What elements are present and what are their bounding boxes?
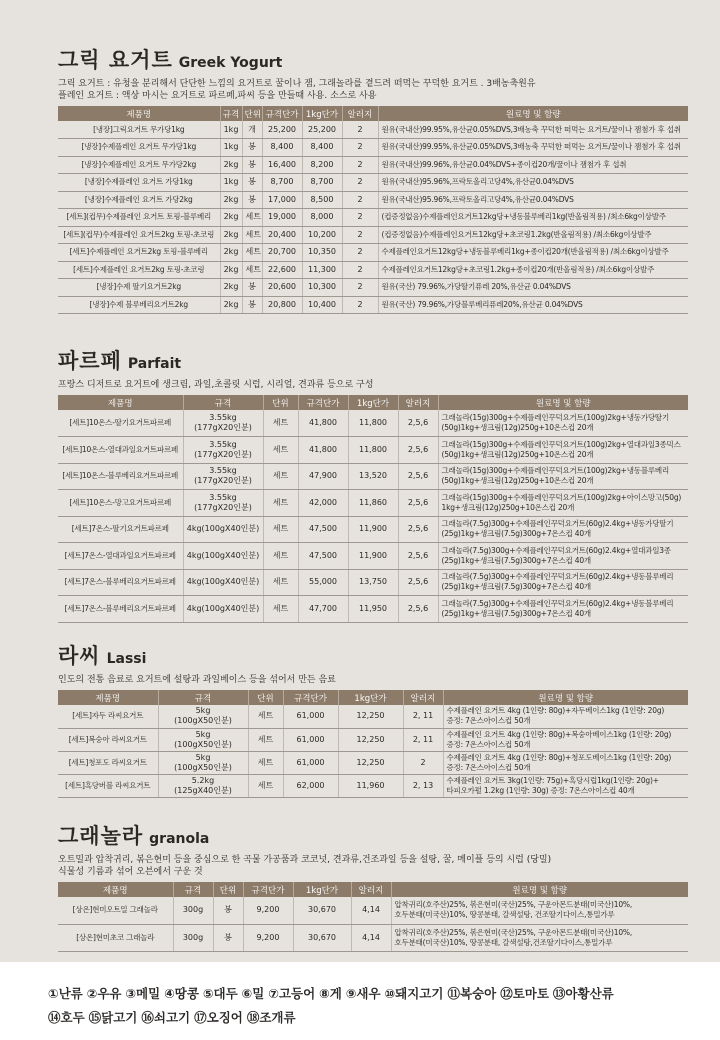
allergen-item: ⑫토마토 xyxy=(500,986,549,1001)
column-header: 단위 xyxy=(242,106,262,121)
allergen-item: ⑤대두 xyxy=(202,986,238,1001)
spec-cell: 2kg xyxy=(220,156,242,174)
desc-line: 식물성 기름과 섞어 오븐에서 구운 것 xyxy=(58,867,203,877)
price-per-kg-cell: 8,700 xyxy=(302,174,342,192)
product-name-cell: [냉장]수제 블루베리요거트2kg xyxy=(58,296,220,314)
allergen-item: ⑱조개류 xyxy=(246,1010,296,1025)
ingredients-cell: 원유(국내산)95.96%,프락토올리고당4%,유산균0.04%DVS xyxy=(378,174,688,192)
column-header: 규격 xyxy=(158,690,248,705)
unit-price-cell: 20,400 xyxy=(262,226,302,244)
allergen-item: ⑩돼지고기 xyxy=(384,986,444,1001)
unit-price-cell: 55,000 xyxy=(298,569,348,596)
section-description xyxy=(58,674,688,686)
table-row xyxy=(58,121,688,139)
price-per-kg-cell: 11,860 xyxy=(348,490,398,517)
column-header: 규격 xyxy=(183,395,263,410)
table-row xyxy=(58,751,688,774)
column-header: 제품명 xyxy=(58,882,173,897)
unit-price-cell: 47,500 xyxy=(298,516,348,543)
allergen-codes-cell: 2 xyxy=(342,279,378,297)
table-row xyxy=(58,924,688,951)
price-per-kg-cell: 11,900 xyxy=(348,543,398,570)
unit-price-cell: 62,000 xyxy=(283,774,338,797)
allergen-codes-cell: 2 xyxy=(342,226,378,244)
ingredients-cell: 원유(국내산)99.95%,유산균0.05%DVS,3배농축 꾸덕한 떠먹는 요거트/꿀이나 잼첨가 후 섭취 xyxy=(378,139,688,157)
column-header: 원료명 및 함량 xyxy=(378,106,688,121)
price-per-kg-cell: 30,670 xyxy=(293,924,351,951)
allergen-codes-cell: 2 xyxy=(403,751,443,774)
spec-cell: 3.55kg (177gX20인분) xyxy=(183,463,263,490)
allergen-item: ④땅콩 xyxy=(164,986,199,1001)
unit-cell: 세트 xyxy=(263,516,298,543)
allergen-list xyxy=(48,982,688,1030)
unit-cell: 봉 xyxy=(242,191,262,209)
product-name-cell: [세트]10온스-블루베리요거트파르페 xyxy=(58,463,183,490)
price-per-kg-cell: 11,960 xyxy=(338,774,403,797)
ingredients-cell: 압착귀리(호주산)25%, 볶은현미(국산)25%, 구운아몬드분태(미국산)10%, 호두분태(미국산)10%, 땅콩분태, 갈색설탕, 건조딸기다이스,통밀가루 xyxy=(391,897,688,924)
spec-cell: 2kg xyxy=(220,209,242,227)
ingredients-cell: 원유(국산) 79.96%,가당딸기퓨레 20%,유산균 0.04%DVS xyxy=(378,279,688,297)
table-row xyxy=(58,490,688,517)
unit-price-cell: 47,900 xyxy=(298,463,348,490)
ingredients-cell: 수제플레인요거트12kg당+냉동블루베리1kg+종이컵20개(반올림적용) /최소6kg이상발주 xyxy=(378,244,688,262)
column-header: 알러지 xyxy=(398,395,438,410)
table-header-row xyxy=(58,395,688,410)
unit-price-cell: 22,600 xyxy=(262,261,302,279)
allergen-item: ⑦고등어 xyxy=(268,986,316,1001)
ingredients-cell: (컵증정없음)수제플레인요거트12kg당+냉동블루베리1kg(반올림적용) /최소6kg이상발주 xyxy=(378,209,688,227)
unit-cell: 세트 xyxy=(242,244,262,262)
product-name-cell: [냉장]수제플레인 요거트 무가당1kg xyxy=(58,139,220,157)
unit-price-cell: 20,600 xyxy=(262,279,302,297)
product-name-cell: [세트]수제플레인 요거트2kg 토핑-초코링 xyxy=(58,261,220,279)
ingredients-cell: 수제플레인 요거트 4kg (1인량: 80g)+복숭아베이스1kg (1인량: 20g) 증정: 7온스아이스컵 50개 xyxy=(443,728,688,751)
ingredients-cell: 그래놀라(7.5g)300g+수제플레인꾸덕요거트(60g)2.4kg+냉동가당딸기 (25g)1kg+생크림(7.5g)300g+7온스컵 40개 xyxy=(438,516,688,543)
unit-price-cell: 47,700 xyxy=(298,596,348,623)
ingredients-cell: 그래놀라(15g)300g+수제플레인꾸덕요거트(100g)2kg+열대과일3종믹스 (50g)1kg+생크림(12g)250g+10온스컵 20개 xyxy=(438,437,688,464)
table-row xyxy=(58,569,688,596)
unit-cell: 봉 xyxy=(242,156,262,174)
price-table xyxy=(58,690,688,798)
allergen-item: ⑥밀 xyxy=(241,986,265,1001)
allergen-item: ①난류 xyxy=(48,986,83,1001)
unit-cell: 개 xyxy=(242,121,262,139)
table-row xyxy=(58,543,688,570)
desc-line: 그릭 요거트 : 유청을 분리해서 단단한 느낌의 요거트로 꿀이나 잼, 그래놀라를 곁드려 떠먹는 꾸덕한 요거트 . 3배농축원유 xyxy=(58,79,536,89)
allergen-codes-cell: 2, 11 xyxy=(403,705,443,728)
unit-cell: 봉 xyxy=(242,279,262,297)
table-row xyxy=(58,279,688,297)
spec-cell: 2kg xyxy=(220,279,242,297)
price-per-kg-cell: 8,200 xyxy=(302,156,342,174)
product-name-cell: [냉장]수제플레인 요거트 가당1kg xyxy=(58,174,220,192)
spec-cell: 5kg (100gX50인분) xyxy=(158,728,248,751)
spec-cell: 5kg (100gX50인분) xyxy=(158,705,248,728)
unit-price-cell: 41,800 xyxy=(298,437,348,464)
allergen-item: ③메밀 xyxy=(125,986,161,1001)
spec-cell: 2kg xyxy=(220,244,242,262)
spec-cell: 4kg(100gX40인분) xyxy=(183,516,263,543)
spec-cell: 3.55kg (177gX20인분) xyxy=(183,410,263,437)
section-lassi xyxy=(58,640,688,798)
ingredients-cell: 그래놀라(7.5g)300g+수제플레인꾸덕요거트(60g)2.4kg+열대과일3종 (25g)1kg+생크림(7.5g)300g+7온스컵 40개 xyxy=(438,543,688,570)
desc-line: 플레인 요거트 : 액상 마시는 요거트로 파르페,파씨 등을 만들때 사용. 소스로 사용 xyxy=(58,91,377,101)
table-row xyxy=(58,596,688,623)
unit-price-cell: 8,400 xyxy=(262,139,302,157)
column-header: 알러지 xyxy=(342,106,378,121)
table-row xyxy=(58,209,688,227)
allergen-codes-cell: 2, 13 xyxy=(403,774,443,797)
column-header: 단위 xyxy=(263,395,298,410)
allergen-legend xyxy=(0,962,720,1040)
price-per-kg-cell: 10,400 xyxy=(302,296,342,314)
unit-price-cell: 17,000 xyxy=(262,191,302,209)
allergen-codes-cell: 2,5,6 xyxy=(398,569,438,596)
column-header: 단위 xyxy=(213,882,243,897)
price-per-kg-cell: 10,350 xyxy=(302,244,342,262)
column-header: 알러지 xyxy=(403,690,443,705)
title-korean: 그래놀라 xyxy=(58,824,144,848)
price-per-kg-cell: 11,300 xyxy=(302,261,342,279)
column-header: 단위 xyxy=(248,690,283,705)
unit-price-cell: 20,800 xyxy=(262,296,302,314)
column-header: 1kg단가 xyxy=(302,106,342,121)
spec-cell: 5.2kg (125gX40인분) xyxy=(158,774,248,797)
table-row xyxy=(58,174,688,192)
unit-cell: 봉 xyxy=(242,174,262,192)
allergen-item: ⑪복숭아 xyxy=(447,986,497,1001)
unit-price-cell: 61,000 xyxy=(283,705,338,728)
column-header: 원료명 및 함량 xyxy=(443,690,688,705)
title-english: Parfait xyxy=(127,356,182,372)
unit-cell: 봉 xyxy=(213,924,243,951)
allergen-item: ⑧게 xyxy=(319,986,342,1001)
ingredients-cell: 압착귀리(호주산)25%, 볶은현미(국산)25%, 구운아몬드분태(미국산)10%, 호두분태(미국산)10%, 땅콩분태, 갈색설탕,건조딸기다이스,통밀가루 xyxy=(391,924,688,951)
price-per-kg-cell: 8,000 xyxy=(302,209,342,227)
ingredients-cell: 원유(국내산)95.96%,프락토올리고당4%,유산균0.04%DVS xyxy=(378,191,688,209)
unit-cell: 세트 xyxy=(263,596,298,623)
allergen-item: ⑯쇠고기 xyxy=(141,1010,191,1025)
unit-price-cell: 9,200 xyxy=(243,897,293,924)
price-per-kg-cell: 13,750 xyxy=(348,569,398,596)
unit-price-cell: 42,000 xyxy=(298,490,348,517)
allergen-item: ②우유 xyxy=(86,986,122,1001)
unit-price-cell: 61,000 xyxy=(283,751,338,774)
price-table xyxy=(58,106,688,314)
ingredients-cell: 그래놀라(15g)300g+수제플레인꾸덕요거트(100g)2kg+냉동가당딸기 (50g)1kg+생크림(12g)250g+10온스컵 20개 xyxy=(438,410,688,437)
allergen-codes-cell: 2,5,6 xyxy=(398,596,438,623)
title-english: granola xyxy=(149,831,210,847)
spec-cell: 1kg xyxy=(220,139,242,157)
price-per-kg-cell: 8,500 xyxy=(302,191,342,209)
product-name-cell: [냉장]수제플레인 요거트 무가당2kg xyxy=(58,156,220,174)
unit-price-cell: 61,000 xyxy=(283,728,338,751)
allergen-item: ⑬아황산류 xyxy=(552,986,614,1001)
table-row xyxy=(58,705,688,728)
unit-cell: 봉 xyxy=(242,139,262,157)
unit-price-cell: 16,400 xyxy=(262,156,302,174)
product-name-cell: [냉장]그릭요거트 무가당1kg xyxy=(58,121,220,139)
unit-cell: 봉 xyxy=(213,897,243,924)
unit-cell: 세트 xyxy=(263,437,298,464)
spec-cell: 4kg(100gX40인분) xyxy=(183,543,263,570)
unit-price-cell: 9,200 xyxy=(243,924,293,951)
allergen-codes-cell: 2 xyxy=(342,209,378,227)
product-name-cell: [세트]청포도 라씨요거트 xyxy=(58,751,158,774)
product-name-cell: [세트]흑당버블 라씨요거트 xyxy=(58,774,158,797)
table-header-row xyxy=(58,690,688,705)
spec-cell: 2kg xyxy=(220,226,242,244)
section-parfait xyxy=(58,345,688,623)
product-name-cell: [세트](컵무)수제플레인 요거트 토핑-블루베리 xyxy=(58,209,220,227)
table-row xyxy=(58,191,688,209)
price-per-kg-cell: 10,200 xyxy=(302,226,342,244)
column-header: 1kg단가 xyxy=(348,395,398,410)
allergen-codes-cell: 2,5,6 xyxy=(398,410,438,437)
column-header: 제품명 xyxy=(58,106,220,121)
allergen-codes-cell: 2 xyxy=(342,261,378,279)
product-name-cell: [세트]자두 라씨요거트 xyxy=(58,705,158,728)
unit-cell: 세트 xyxy=(248,774,283,797)
spec-cell: 5kg (100gX50인분) xyxy=(158,751,248,774)
unit-cell: 세트 xyxy=(263,463,298,490)
column-header: 규격단가 xyxy=(243,882,293,897)
table-row xyxy=(58,296,688,314)
spec-cell: 4kg(100gX40인분) xyxy=(183,569,263,596)
column-header: 1kg단가 xyxy=(338,690,403,705)
unit-cell: 세트 xyxy=(248,751,283,774)
column-header: 규격단가 xyxy=(262,106,302,121)
price-per-kg-cell: 11,800 xyxy=(348,437,398,464)
product-name-cell: [세트]7온스-블루베리요거트파르페 xyxy=(58,596,183,623)
allergen-item: ⑨새우 xyxy=(345,986,381,1001)
unit-cell: 세트 xyxy=(242,261,262,279)
table-row xyxy=(58,156,688,174)
unit-cell: 세트 xyxy=(248,705,283,728)
product-name-cell: [세트]10온스-딸기요거트파르페 xyxy=(58,410,183,437)
section-description xyxy=(58,854,688,878)
product-name-cell: [세트]7온스-딸기요거트파르페 xyxy=(58,516,183,543)
unit-price-cell: 8,700 xyxy=(262,174,302,192)
allergen-codes-cell: 2 xyxy=(342,174,378,192)
product-name-cell: [상온]현미초코 그래놀라 xyxy=(58,924,173,951)
ingredients-cell: (컵증정없음)수제플레인요거트12kg당+초코링1.2kg(반올림적용) /최소6kg이상발주 xyxy=(378,226,688,244)
allergen-codes-cell: 2 xyxy=(342,121,378,139)
section-title xyxy=(58,345,688,375)
price-per-kg-cell: 11,900 xyxy=(348,516,398,543)
allergen-codes-cell: 2 xyxy=(342,244,378,262)
product-name-cell: [세트]7온스-블루베리요거트파르페 xyxy=(58,569,183,596)
title-korean: 파르페 xyxy=(58,349,122,373)
spec-cell: 3.55kg (177gX20인분) xyxy=(183,437,263,464)
spec-cell: 300g xyxy=(173,924,213,951)
table-row xyxy=(58,139,688,157)
section-description xyxy=(58,379,688,391)
table-header-row xyxy=(58,882,688,897)
product-name-cell: [냉장]수제 딸기요거트2kg xyxy=(58,279,220,297)
unit-price-cell: 19,000 xyxy=(262,209,302,227)
ingredients-cell: 수제플레인 요거트 3kg(1인량: 75g)+흑당시럽1kg(1인량: 20g)+ 타피오카펄 1.2kg (1인량: 30g) 증정: 7온스아이스컵 40개 xyxy=(443,774,688,797)
table-row xyxy=(58,410,688,437)
table-row xyxy=(58,516,688,543)
ingredients-cell: 그래놀라(7.5g)300g+수제플레인꾸덕요거트(60g)2.4kg+냉동블루베리 (25g)1kg+생크림(7.5g)300g+7온스컵 40개 xyxy=(438,569,688,596)
section-description xyxy=(58,78,688,102)
column-header: 원료명 및 함량 xyxy=(438,395,688,410)
spec-cell: 4kg(100gX40인분) xyxy=(183,596,263,623)
section-granola xyxy=(58,820,688,952)
allergen-codes-cell: 2,5,6 xyxy=(398,516,438,543)
unit-cell: 세트 xyxy=(263,410,298,437)
unit-price-cell: 47,500 xyxy=(298,543,348,570)
price-per-kg-cell: 11,950 xyxy=(348,596,398,623)
allergen-codes-cell: 2 xyxy=(342,139,378,157)
table-row xyxy=(58,728,688,751)
allergen-codes-cell: 2,5,6 xyxy=(398,437,438,464)
table-row xyxy=(58,897,688,924)
title-korean: 라씨 xyxy=(58,644,101,668)
price-table xyxy=(58,882,688,952)
allergen-codes-cell: 2 xyxy=(342,156,378,174)
price-per-kg-cell: 10,300 xyxy=(302,279,342,297)
ingredients-cell: 수제플레인 요거트 4kg (1인량: 80g)+청포도베이스1kg (1인량: 20g) 증정: 7온스아이스컵 50개 xyxy=(443,751,688,774)
section-title xyxy=(58,820,688,850)
spec-cell: 2kg xyxy=(220,191,242,209)
price-per-kg-cell: 12,250 xyxy=(338,751,403,774)
allergen-codes-cell: 2,5,6 xyxy=(398,543,438,570)
ingredients-cell: 그래놀라(15g)300g+수제플레인꾸덕요거트(100g)2kg+아이스망고(50g) 1kg+생크림(12g)250g+10온스컵 20개 xyxy=(438,490,688,517)
product-name-cell: [세트]10온스-망고요거트파르페 xyxy=(58,490,183,517)
unit-cell: 세트 xyxy=(263,569,298,596)
price-per-kg-cell: 12,250 xyxy=(338,705,403,728)
price-per-kg-cell: 11,800 xyxy=(348,410,398,437)
ingredients-cell: 원유(국산) 79.96%,가당블루베리퓨레20%,유산균 0.04%DVS xyxy=(378,296,688,314)
table-row xyxy=(58,261,688,279)
section-greek-yogurt xyxy=(58,44,688,314)
ingredients-cell: 수제플레인 요거트 4kg (1인량: 80g)+자두베이스1kg (1인량: 20g) 증정: 7온스아이스컵 50개 xyxy=(443,705,688,728)
allergen-item: ⑰오징어 xyxy=(194,1010,243,1025)
unit-price-cell: 41,800 xyxy=(298,410,348,437)
spec-cell: 300g xyxy=(173,897,213,924)
allergen-codes-cell: 4,14 xyxy=(351,924,391,951)
unit-cell: 봉 xyxy=(242,296,262,314)
unit-price-cell: 20,700 xyxy=(262,244,302,262)
table-header-row xyxy=(58,106,688,121)
allergen-codes-cell: 2,5,6 xyxy=(398,490,438,517)
section-title xyxy=(58,44,688,74)
price-per-kg-cell: 8,400 xyxy=(302,139,342,157)
title-english: Greek Yogurt xyxy=(178,55,283,71)
unit-price-cell: 25,200 xyxy=(262,121,302,139)
price-per-kg-cell: 25,200 xyxy=(302,121,342,139)
product-name-cell: [냉장]수제플레인 요거트 가당2kg xyxy=(58,191,220,209)
ingredients-cell: 그래놀라(7.5g)300g+수제플레인꾸덕요거트(60g)2.4kg+냉동블루베리 (25g)1kg+생크림(7.5g)300g+7온스컵 40개 xyxy=(438,596,688,623)
allergen-codes-cell: 2,5,6 xyxy=(398,463,438,490)
column-header: 규격단가 xyxy=(298,395,348,410)
unit-cell: 세트 xyxy=(242,226,262,244)
price-per-kg-cell: 12,250 xyxy=(338,728,403,751)
allergen-codes-cell: 2 xyxy=(342,191,378,209)
unit-cell: 세트 xyxy=(248,728,283,751)
unit-cell: 세트 xyxy=(263,490,298,517)
ingredients-cell: 그래놀라(15g)300g+수제플레인꾸덕요거트(100g)2kg+냉동블루베리 (50g)1kg+생크림(12g)250g+10온스컵 20개 xyxy=(438,463,688,490)
product-name-cell: [세트]7온스-열대과일요거트파르페 xyxy=(58,543,183,570)
title-korean: 그릭 요거트 xyxy=(58,48,173,72)
column-header: 규격단가 xyxy=(283,690,338,705)
product-name-cell: [세트](컵무)수제플레인 요거트2kg 토핑-초코링 xyxy=(58,226,220,244)
desc-line: 프랑스 디저트로 요거트에 생크림, 과일,초콜릿 시럽, 시리얼, 견과류 등으로 구성 xyxy=(58,380,374,390)
desc-line: 인도의 전통 음료로 요거트에 설탕과 과일베이스 등을 섞어서 만든 음료 xyxy=(58,675,336,685)
price-table xyxy=(58,395,688,623)
product-name-cell: [세트]복숭아 라씨요거트 xyxy=(58,728,158,751)
spec-cell: 3.55kg (177gX20인분) xyxy=(183,490,263,517)
spec-cell: 2kg xyxy=(220,261,242,279)
spec-cell: 2kg xyxy=(220,296,242,314)
spec-cell: 1kg xyxy=(220,121,242,139)
ingredients-cell: 수제플레인요거트12kg당+초코링1.2kg+종이컵20개(반올림적용) /최소6kg이상발주 xyxy=(378,261,688,279)
unit-cell: 세트 xyxy=(263,543,298,570)
ingredients-cell: 원유(국내산)99.95%,유산균0.05%DVS,3배농축 꾸덕한 떠먹는 요거트/꿀이나 잼첨가 후 섭취 xyxy=(378,121,688,139)
price-per-kg-cell: 13,520 xyxy=(348,463,398,490)
allergen-codes-cell: 2, 11 xyxy=(403,728,443,751)
title-english: Lassi xyxy=(106,651,147,667)
column-header: 1kg단가 xyxy=(293,882,351,897)
column-header: 제품명 xyxy=(58,395,183,410)
column-header: 규격 xyxy=(173,882,213,897)
spec-cell: 1kg xyxy=(220,174,242,192)
allergen-codes-cell: 2 xyxy=(342,296,378,314)
column-header: 제품명 xyxy=(58,690,158,705)
allergen-item: ⑭호두 xyxy=(48,1010,85,1025)
ingredients-cell: 원유(국내산)99.96%,유산균0.04%DVS+종이컵20개/꿀이나 잼첨가 후 섭취 xyxy=(378,156,688,174)
column-header: 원료명 및 함량 xyxy=(391,882,688,897)
product-name-cell: [세트]수제플레인 요거트2kg 토핑-블루베리 xyxy=(58,244,220,262)
unit-cell: 세트 xyxy=(242,209,262,227)
desc-line: 오트밀과 압착귀리, 볶은현미 등을 중심으로 한 곡물 가공품과 코코넛, 견과류,건조과일 등을 설탕, 꿀, 메이플 등의 시럽 (당밀) xyxy=(58,855,552,865)
column-header: 알러지 xyxy=(351,882,391,897)
price-per-kg-cell: 30,670 xyxy=(293,897,351,924)
allergen-item: ⑮닭고기 xyxy=(88,1010,138,1025)
table-row xyxy=(58,226,688,244)
column-header: 규격 xyxy=(220,106,242,121)
section-title xyxy=(58,640,688,670)
product-name-cell: [상온]현미오트밀 그래놀라 xyxy=(58,897,173,924)
allergen-codes-cell: 4,14 xyxy=(351,897,391,924)
table-row xyxy=(58,774,688,797)
product-name-cell: [세트]10온스-열대과일요거트파르페 xyxy=(58,437,183,464)
table-row xyxy=(58,463,688,490)
table-row xyxy=(58,244,688,262)
table-row xyxy=(58,437,688,464)
